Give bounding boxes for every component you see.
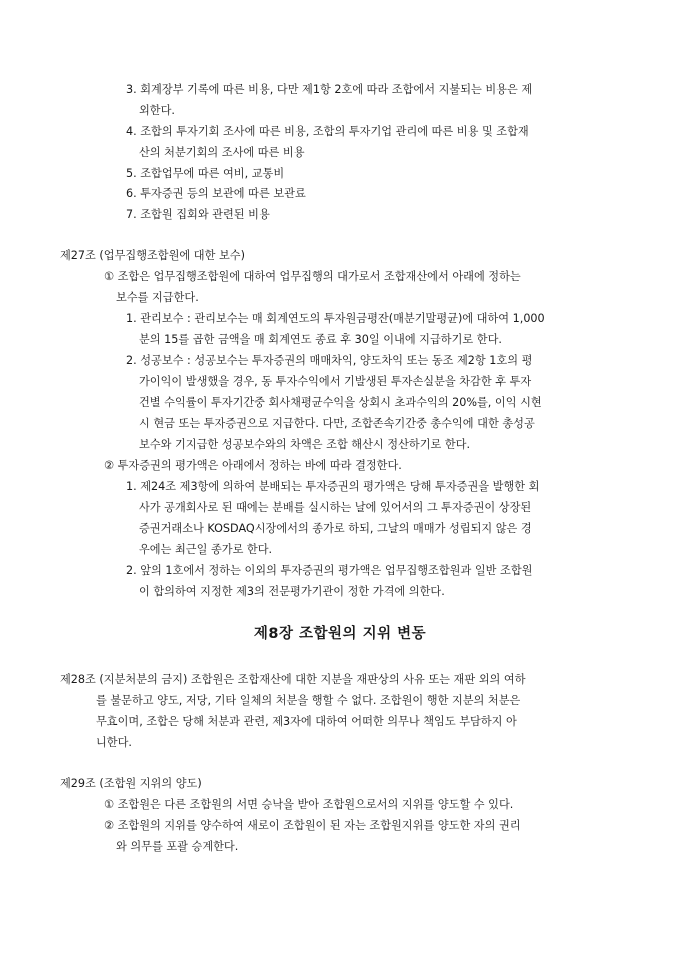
article-28-line: 를 불문하고 양도, 저당, 기타 일체의 처분을 행할 수 없다. 조합원이 행한 지분의 처분은 [96,694,521,707]
article-27-heading: 제27조 (업무집행조합원에 대한 보수) [60,249,245,262]
article-27-item-1-line: 1. 관리보수 : 관리보수는 매 회계연도의 투자원금평잔(매분기말평균)에 대하여 1,000 [126,312,545,325]
article-27-para-2-item-2-line: 이 합의하여 지정한 제3의 전문평가기관이 정한 가격에 의한다. [139,585,445,598]
list-item-3-line-2: 외한다. [139,104,175,117]
list-item-5: 5. 조합업무에 따른 여비, 교통비 [126,167,285,180]
article-27-para-1-line-1: ① 조합은 업무집행조합원에 대하여 업무집행의 대가로서 조합재산에서 아래에 정하는 [104,270,521,283]
article-29-heading: 제29조 (조합원 지위의 양도) [60,777,202,790]
article-29-para-2-line-1: ② 조합원의 지위를 양수하여 새로이 조합원이 된 자는 조합원지위를 양도한 자의 권리 [104,819,521,832]
article-27-para-2-item-1-line: 1. 제24조 제3항에 의하여 분배되는 투자증권의 평가액은 당해 투자증권을 발행한 회 [126,480,540,493]
list-item-4-line-1: 4. 조합의 투자기회 조사에 따른 비용, 조합의 투자기업 관리에 따른 비용 및 조합재 [126,125,529,138]
list-item-7: 7. 조합원 집회와 관련된 비용 [126,208,270,221]
article-27-item-2-line: 보수와 기지급한 성공보수와의 차액은 조합 해산시 정산하기로 한다. [139,438,471,451]
article-27-item-2-line: 시 현금 또는 투자증권으로 지급한다. 다만, 조합존속기간중 총수익에 대한 총성공 [139,417,535,430]
article-27-item-2-line: 가이익이 발생했을 경우, 동 투자수익에서 기발생된 투자손실분을 차감한 후 투자 [139,375,532,388]
chapter-title: 제8장 조합원의 지위 변동 [253,626,427,642]
article-29-para-2-line-2: 와 의무를 포괄 승계한다. [116,840,239,853]
article-27-para-2-line-1: ② 투자증권의 평가액은 아래에서 정하는 바에 따라 결정한다. [104,459,402,472]
article-28-line-1: 제28조 (지분처분의 금지) 조합원은 조합재산에 대한 지분을 재판상의 사유 또는 재판 외의 여하 [60,673,526,686]
article-28-line: 무효이며, 조합은 당해 처분과 관련, 제3자에 대하여 어떠한 의무나 책임도 부담하지 아 [96,715,517,728]
article-27-para-2-item-1-line: 우에는 최근일 종가로 한다. [139,543,273,556]
article-27-para-2-item-1-line: 증권거래소나 KOSDAQ시장에서의 종가로 하되, 그날의 매매가 성립되지 않은 경 [139,522,532,535]
article-28-line: 니한다. [96,736,132,749]
article-27-item-1-line: 분의 15를 곱한 금액을 매 회계연도 종료 후 30일 이내에 지급하기로 한다. [139,333,502,346]
article-27-item-2-line: 건별 수익률이 투자기간중 회사채평균수익을 상회시 초과수익의 20%를, 이익 시현 [139,396,542,409]
list-item-6: 6. 투자증권 등의 보관에 따른 보관료 [126,187,306,200]
article-27-para-2-item-2-line: 2. 앞의 1호에서 정하는 이외의 투자증권의 평가액은 업무집행조합원과 일반 조합원 [126,564,533,577]
article-27-para-2-item-1-line: 사가 공개회사로 된 때에는 분배를 실시하는 날에 있어서의 그 투자증권이 상장된 [139,501,532,514]
article-29-para-1: ① 조합원은 다른 조합원의 서면 승낙을 받아 조합원으로서의 지위를 양도할 수 있다. [104,798,514,811]
article-27-item-2-line: 2. 성공보수 : 성공보수는 투자증권의 매매차익, 양도차익 또는 동조 제2항 1호의 평 [126,354,533,367]
list-item-4-line-2: 산의 처분기회의 조사에 따른 비용 [139,146,305,159]
article-27-para-1-line-2: 보수를 지급한다. [116,291,199,304]
list-item-3-line-1: 3. 회계장부 기록에 따른 비용, 다만 제1항 2호에 따라 조합에서 지불되는 비용은 제 [126,83,533,96]
